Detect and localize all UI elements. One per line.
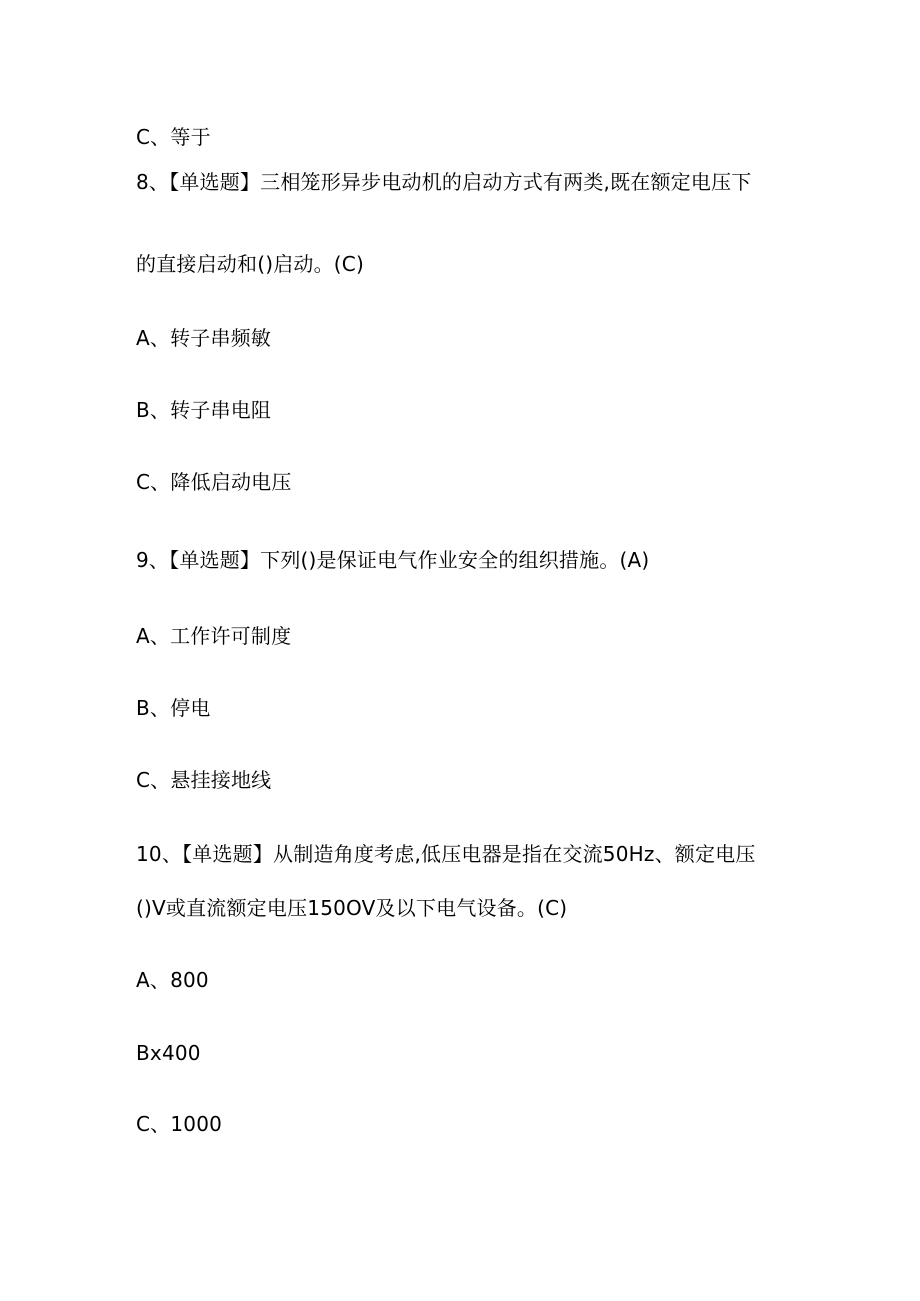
q9-question: 9、【单选题】下列()是保证电气作业安全的组织措施。(A): [136, 548, 650, 572]
q9-option-c: C、悬挂接地线: [136, 768, 272, 792]
q10-option-b: Bx400: [136, 1041, 201, 1065]
q10-question-line-1: 10、【单选题】从制造角度考虑,低压电器是指在交流50Hz、额定电压: [136, 842, 756, 866]
q10-question-line-2: ()V或直流额定电压150OV及以下电气设备。(C): [136, 896, 568, 920]
q8-option-a: A、转子串频敏: [136, 326, 272, 350]
q9-option-a: A、工作许可制度: [136, 624, 292, 648]
q8-question-line-1: 8、【单选题】三相笼形异步电动机的启动方式有两类,既在额定电压下: [136, 170, 752, 194]
q9-option-b: B、停电: [136, 696, 211, 720]
q10-option-c: C、1000: [136, 1112, 223, 1136]
q8-option-b: B、转子串电阻: [136, 398, 272, 422]
q8-question-line-2: 的直接启动和()启动。(C): [136, 252, 364, 276]
q7-option-c: C、等于: [136, 125, 211, 149]
q10-option-a: A、800: [136, 968, 209, 992]
q8-option-c: C、降低启动电压: [136, 470, 292, 494]
